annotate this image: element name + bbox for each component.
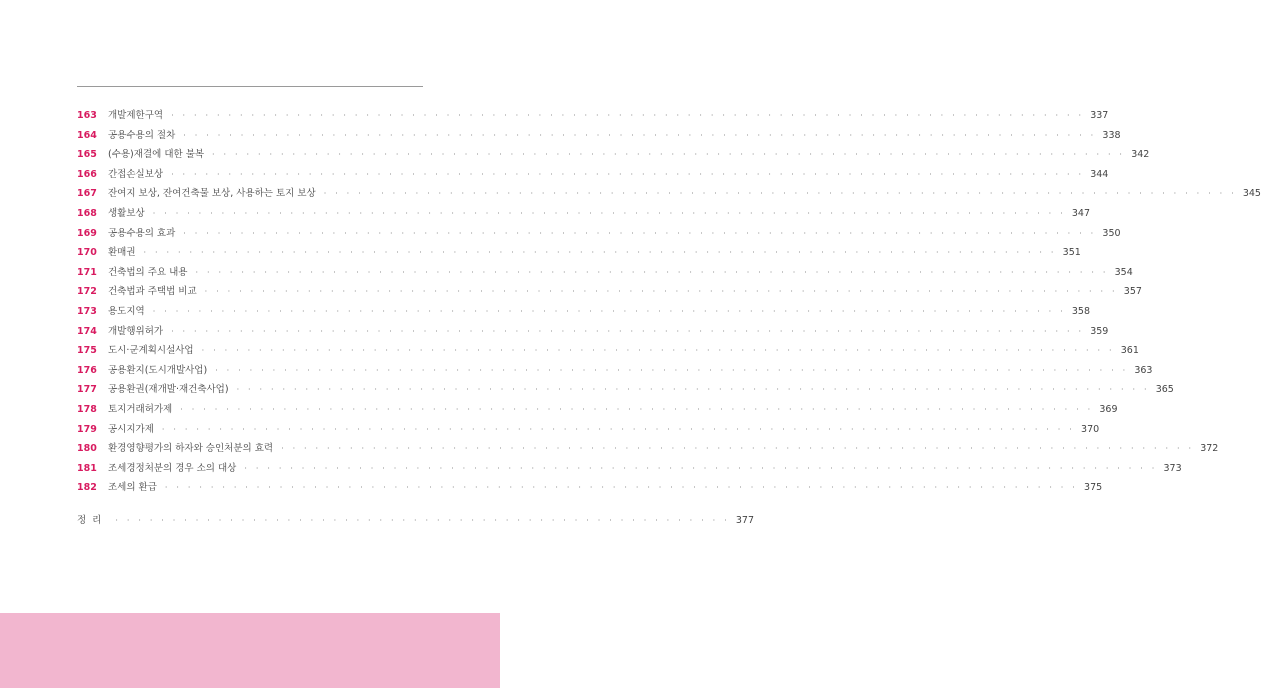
entry-number: 175: [77, 345, 97, 357]
entry-title: 조세경정처분의 경우 소의 대상: [108, 462, 237, 474]
toc-entry[interactable]: [77, 106, 1109, 126]
entry-page: 370: [1081, 423, 1100, 435]
leader-dots: · · · · · · · · · · · · · · · · · · · · · · · · · · · · · · · · · · · · · · · · · · · · · · · · · · · · · · · · · · · · · · · · · · · · · · · · · · · · · · · ·: [164, 483, 1079, 493]
entry-number: 174: [77, 325, 97, 337]
leader-dots: · · · · · · · · · · · · · · · · · · · · · · · · · · · · · · · · · · · · · · · · · · · · · · · · · · · · · · · · · · · · · · · · · · · · · · · · · · · · · · · ·: [212, 150, 1126, 160]
toc-entry[interactable]: [77, 282, 1142, 302]
entry-number: 172: [77, 286, 97, 298]
entry-title: 간접손실보상: [108, 168, 164, 180]
leader-dots: · · · · · · · · · · · · · · · · · · · · · · · · · · · · · · · · · · · · · · · · · · · · · · · · · · · · · · · · · · · · · · · · · · · · · · · · · · · · · · · ·: [171, 111, 1085, 120]
leader-dots: · · · · · · · · · · · · · · · · · · · · · · · · · · · · · · · · · · · · · · · · · · · · · · · · · · · · · · · · · · · · · · · · · · · · · · · · · · · · · · · ·: [171, 169, 1085, 179]
entry-page: 344: [1090, 168, 1109, 180]
entry-page: 373: [1163, 462, 1182, 474]
toc-entry[interactable]: [77, 145, 1150, 165]
entry-page: 358: [1071, 305, 1090, 317]
leader-dots: · · · · · · · · · · · · · · · · · · · · · · · · · · · · · · · · · · · · · · · · · · · · · · · · · · · · · · · · · · · · · · · · · · · · · · · · · · · · · · · ·: [171, 326, 1085, 336]
toc-entry[interactable]: [77, 361, 1153, 381]
toc-entry[interactable]: [77, 478, 1103, 498]
leader-dots: · · · · · · · · · · · · · · · · · · · · · · · · · · · · · · · · · · · · · · · · · · · · · · · · · · · · · · · · · · · · · · · · · · · · · · · · · · · · · · · ·: [180, 404, 1094, 414]
leader-dots: · · · · · · · · · · · · · · · · · · · · · · · · · · · · · · · · · · · · · · · · · · · · · · · · · · · · · · · · · · · · · · · · · · · · · · · · · · · · · · · ·: [183, 130, 1097, 140]
entry-page: 369: [1099, 403, 1118, 415]
entry-title: 토지거래허가제: [108, 403, 173, 415]
entry-number: 180: [77, 443, 97, 455]
entry-title: 개발행위허가: [108, 325, 164, 337]
toc-entry[interactable]: [77, 341, 1139, 361]
entry-number: 167: [77, 188, 97, 200]
entry-title: 공용환권(재개발·재건축사업): [108, 384, 229, 396]
entry-title: 건축법과 주택법 비교: [108, 286, 197, 298]
entry-number: 168: [77, 207, 97, 219]
summary-page: 377: [735, 515, 754, 526]
toc-entry[interactable]: [77, 302, 1090, 322]
leader-dots: · · · · · · · · · · · · · · · · · · · · · · · · · · · · · · · · · · · · · · · · · · · · · · · · · · · · · · · · · · · · · · · · · · · · · · · · · · · · · · · ·: [161, 424, 1076, 434]
leader-dots: · · · · · · · · · · · · · · · · · · · · · · · · · · · · · · · · · · · · · · · · · · · · · · · · · · · · · · · · · · · · · · · · · · · · · · · · · · · · · · · ·: [244, 463, 1158, 473]
entry-title: (수용)재결에 대한 불복: [108, 149, 205, 161]
entry-title: 공용수용의 절차: [108, 129, 176, 141]
leader-dots: · · · · · · · · · · · · · · · · · · · · · · · · · · · · · · · · · · · · · · · · · · · · · · · · · · · · · · · · · · · · · · · · · · · · · · · · · · · · · · · ·: [152, 306, 1066, 316]
entry-page: 363: [1134, 364, 1153, 376]
entry-number: 173: [77, 305, 97, 317]
entry-title: 공용환지(도시개발사업): [108, 364, 208, 376]
entry-title: 용도지역: [108, 305, 145, 317]
entry-title: 잔여지 보상, 잔여건축물 보상, 사용하는 토지 보상: [108, 188, 316, 200]
leader-dots: · · · · · · · · · · · · · · · · · · · · · · · · · · · · · · · · · · · · · · · · · · · · · · · · · · · · · · · · · · · · · · · · · · · · · · · · · · · · · · · ·: [201, 346, 1115, 356]
entry-page: 347: [1071, 207, 1090, 219]
toc-entry[interactable]: [77, 263, 1133, 283]
entry-number: 163: [77, 110, 97, 121]
toc-entry[interactable]: [77, 165, 1109, 185]
entry-number: 176: [77, 364, 97, 376]
leader-dots: · · · · · · · · · · · · · · · · · · · · · · · · · · · · · · · · · · · · · · · · · · · · · · · · · · · · · · · · · · · · · · · · · · · · · · · · · · · · · · · ·: [204, 287, 1118, 297]
entry-page: 365: [1155, 384, 1174, 396]
footer-band: [0, 613, 500, 688]
leader-dots: · · · · · · · · · · · · · · · · · · · · · · · · · · · · · · · · · · · · · · · · · · · · · · · · · · · · · · · · · · · · · · · · · · · · · · · · · · · · · · · ·: [236, 385, 1150, 395]
toc-entry[interactable]: [77, 126, 1121, 146]
entry-page: 350: [1102, 227, 1121, 239]
entry-title: 조세의 환급: [108, 482, 157, 494]
toc-entry[interactable]: [77, 400, 1118, 420]
entry-title: 환경영향평가의 하자와 승인처분의 효력: [108, 443, 274, 455]
entry-number: 170: [77, 247, 97, 259]
toc-entry[interactable]: [77, 420, 1100, 440]
toc-entry[interactable]: [77, 380, 1174, 400]
entry-number: 169: [77, 227, 97, 239]
entry-page: 359: [1090, 325, 1109, 337]
entry-page: 375: [1084, 482, 1103, 494]
toc-entry[interactable]: [77, 204, 1090, 224]
toc-summary-row[interactable]: [77, 511, 754, 530]
entry-number: 179: [77, 423, 97, 435]
toc-entry[interactable]: [77, 322, 1109, 342]
entry-title: 생활보상: [108, 207, 145, 219]
entry-page: 361: [1120, 345, 1139, 357]
entry-page: 354: [1114, 266, 1133, 278]
leader-dots: · · · · · · · · · · · · · · · · · · · · · · · · · · · · · · · · · · · · · · · · · · · · · · · · · · · · · · · · · · · · · · · · · · · · · · · · · · · · · · · ·: [143, 248, 1057, 258]
toc-entry[interactable]: [77, 243, 1081, 263]
entry-page: 338: [1102, 129, 1121, 141]
entry-number: 177: [77, 384, 97, 396]
toc-list: [77, 106, 1261, 498]
entry-number: 178: [77, 403, 97, 415]
entry-number: 166: [77, 168, 97, 180]
entry-number: 164: [77, 129, 97, 141]
leader-dots: · · · · · · · · · · · · · · · · · · · · · · · · · · · · · · · · · · · · · · · · · · · · · · · · · · · · · · · · · · · · · · · · · · · · · · · · · · · · · · · ·: [215, 365, 1129, 375]
entry-title: 개발제한구역: [108, 110, 164, 121]
entry-title: 공용수용의 효과: [108, 227, 176, 239]
entry-page: 372: [1200, 443, 1219, 455]
leader-dots: · · · · · · · · · · · · · · · · · · · · · · · · · · · · · · · · · · · · · · · · · · · · · · · · · · · · · · · · · · · · · · · · · · · · · · · · · · · · · · · ·: [195, 267, 1109, 277]
entry-page: 337: [1090, 110, 1109, 121]
entry-page: 351: [1062, 247, 1081, 259]
entry-title: 공시지가제: [108, 423, 154, 435]
leader-dots: · · · · · · · · · · · · · · · · · · · · · · · · · · · · · · · · · · · · · · · · · · · · · · · · · · · · · · · · · · · · · · · · · · · · · · · · · · · · · · · ·: [281, 444, 1195, 454]
entry-page: 357: [1123, 286, 1142, 298]
entry-page: 345: [1242, 188, 1261, 200]
entry-number: 182: [77, 482, 97, 494]
toc-entry[interactable]: [77, 459, 1182, 479]
entry-page: 342: [1131, 149, 1150, 161]
entry-title: 도시·군계획시설사업: [108, 345, 194, 357]
leader-dots: · · · · · · · · · · · · · · · · · · · · · · · · · · · · · · · · · · · · · · · · · · · · · · · · · · · · · ·: [115, 516, 730, 525]
toc-entry[interactable]: [77, 224, 1121, 244]
toc-entry[interactable]: [77, 184, 1261, 204]
entry-number: 181: [77, 462, 97, 474]
top-divider: [77, 86, 423, 87]
leader-dots: · · · · · · · · · · · · · · · · · · · · · · · · · · · · · · · · · · · · · · · · · · · · · · · · · · · · · · · · · · · · · · · · · · · · · · · · · · · · · · · ·: [183, 228, 1097, 238]
summary-title: 정리: [77, 515, 108, 526]
entry-number: 171: [77, 266, 97, 278]
entry-title: 건축법의 주요 내용: [108, 266, 188, 278]
leader-dots: · · · · · · · · · · · · · · · · · · · · · · · · · · · · · · · · · · · · · · · · · · · · · · · · · · · · · · · · · · · · · · · · · · · · · · · · · · · · · · · ·: [152, 208, 1066, 218]
leader-dots: · · · · · · · · · · · · · · · · · · · · · · · · · · · · · · · · · · · · · · · · · · · · · · · · · · · · · · · · · · · · · · · · · · · · · · · · · · · · · · · ·: [323, 189, 1237, 199]
entry-title: 환매권: [108, 247, 136, 259]
entry-number: 165: [77, 149, 97, 161]
toc-entry[interactable]: [77, 439, 1219, 459]
